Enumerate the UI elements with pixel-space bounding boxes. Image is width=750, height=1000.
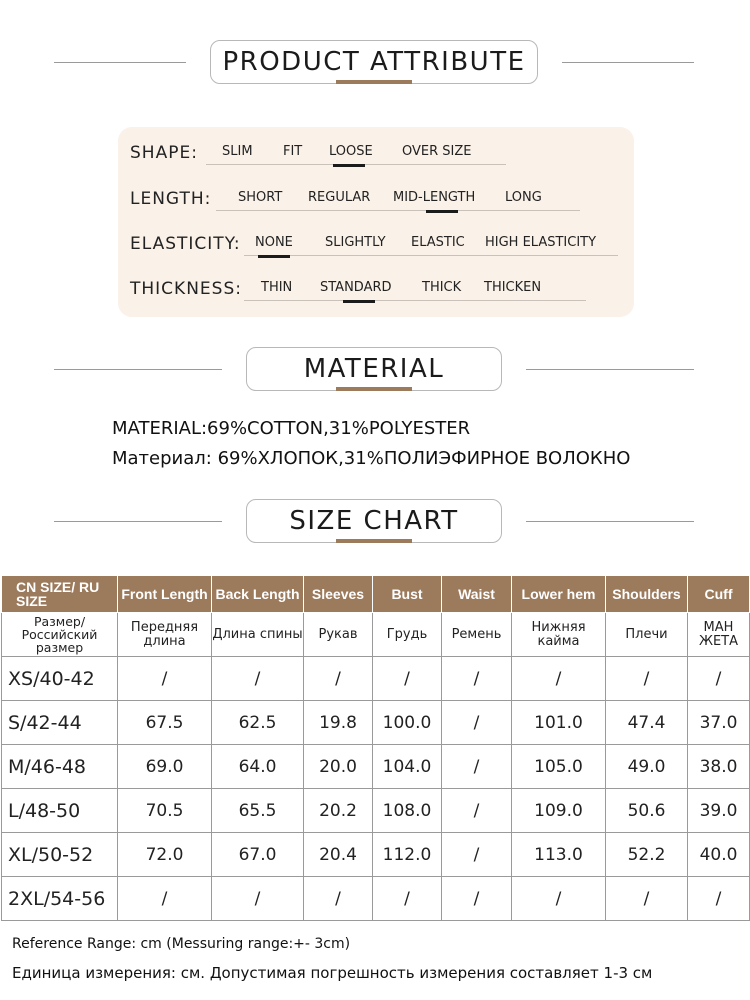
table-cell: / [118, 657, 212, 701]
table-row [2, 789, 750, 833]
attribute-option: THIN [261, 280, 293, 295]
heading-accent-bar [336, 80, 412, 84]
size-cell: M/46-48 [2, 745, 118, 789]
table-cell: 20.4 [304, 833, 373, 877]
table-cell: 112.0 [373, 833, 442, 877]
attribute-option: ELASTIC [411, 235, 465, 250]
attribute-option: THICK [422, 280, 462, 295]
attribute-underline [244, 300, 586, 301]
table-row [2, 745, 750, 789]
heading-rule-left [54, 369, 222, 370]
table-cell: / [512, 657, 606, 701]
header-cell: CN SIZE/ RU SIZE [2, 576, 118, 613]
header-cell: Bust [373, 576, 442, 613]
table-cell: / [212, 657, 304, 701]
table-cell: / [606, 657, 688, 701]
table-cell: / [212, 877, 304, 921]
table-cell: 20.2 [304, 789, 373, 833]
table-cell: / [688, 657, 750, 701]
table-cell: / [688, 877, 750, 921]
table-cell: 67.5 [118, 701, 212, 745]
size-cell: L/48-50 [2, 789, 118, 833]
header-cell: Shoulders [606, 576, 688, 613]
material-text-en: MATERIAL:69%COTTON,31%POLYESTER [112, 418, 471, 439]
heading-accent-bar [336, 539, 412, 543]
attribute-label: THICKNESS: [130, 279, 242, 299]
table-cell: 101.0 [512, 701, 606, 745]
size-cell: XS/40-42 [2, 657, 118, 701]
attribute-option-selected: NONE [255, 235, 293, 250]
header-cell: Waist [442, 576, 512, 613]
section-heading-size-chart [0, 499, 750, 559]
header-cell: Передняя длина [118, 613, 212, 657]
header-cell: Длина спины [212, 613, 304, 657]
heading-rule-right [526, 521, 694, 522]
table-cell: / [442, 877, 512, 921]
heading-title: MATERIAL [303, 354, 445, 384]
table-cell: / [442, 833, 512, 877]
table-header-ru [2, 613, 750, 657]
heading-accent-bar [336, 387, 412, 391]
table-cell: 62.5 [212, 701, 304, 745]
table-cell: 38.0 [688, 745, 750, 789]
measurement-note-ru: Единица измерения: см. Допустимая погрешность измерения составляет 1-3 см [12, 964, 653, 982]
section-heading-material [0, 347, 750, 407]
table-row [2, 833, 750, 877]
attribute-option: OVER SIZE [402, 144, 472, 159]
heading-pill [246, 347, 502, 391]
header-cell: Back Length [212, 576, 304, 613]
table-cell: / [304, 877, 373, 921]
heading-pill [246, 499, 502, 543]
heading-rule-right [526, 369, 694, 370]
table-cell: 72.0 [118, 833, 212, 877]
table-cell: / [442, 701, 512, 745]
table-cell: / [442, 745, 512, 789]
size-cell: S/42-44 [2, 701, 118, 745]
header-cell: Lower hem [512, 576, 606, 613]
table-cell: 37.0 [688, 701, 750, 745]
selected-marker [426, 210, 458, 213]
table-cell: 104.0 [373, 745, 442, 789]
attribute-label: LENGTH: [130, 189, 212, 209]
attribute-row-length [130, 181, 610, 211]
attribute-option: THICKEN [484, 280, 542, 295]
section-heading-attribute [0, 40, 750, 100]
attribute-underline [244, 255, 618, 256]
table-cell: / [118, 877, 212, 921]
header-cell: Грудь [373, 613, 442, 657]
heading-title: SIZE CHART [289, 506, 459, 536]
attribute-option: SLIGHTLY [325, 235, 386, 250]
table-cell: / [373, 657, 442, 701]
header-cell: Ремень [442, 613, 512, 657]
attribute-card [118, 127, 634, 317]
table-cell: 69.0 [118, 745, 212, 789]
material-text-ru: Материал: 69%ХЛОПОК,31%ПОЛИЭФИРНОЕ ВОЛОКНО [112, 448, 631, 469]
attribute-option: FIT [283, 144, 303, 159]
table-cell: 100.0 [373, 701, 442, 745]
heading-pill [210, 40, 538, 84]
header-cell: Рукав [304, 613, 373, 657]
table-cell: 105.0 [512, 745, 606, 789]
table-cell: 20.0 [304, 745, 373, 789]
reference-range-note: Reference Range: cm (Messuring range:+- 3cm) [12, 936, 351, 952]
attribute-row-elasticity [130, 226, 630, 256]
table-cell: 52.2 [606, 833, 688, 877]
attribute-option: LONG [505, 190, 542, 205]
header-cell: Нижняя кайма [512, 613, 606, 657]
table-cell: 50.6 [606, 789, 688, 833]
table-cell: 19.8 [304, 701, 373, 745]
header-cell: Sleeves [304, 576, 373, 613]
heading-rule-right [562, 62, 694, 63]
size-cell: 2XL/54-56 [2, 877, 118, 921]
table-cell: 49.0 [606, 745, 688, 789]
header-cell: Front Length [118, 576, 212, 613]
selected-marker [333, 164, 365, 167]
table-cell: 64.0 [212, 745, 304, 789]
table-cell: 108.0 [373, 789, 442, 833]
table-row [2, 701, 750, 745]
attribute-label: SHAPE: [130, 143, 198, 163]
heading-rule-left [54, 62, 186, 63]
table-cell: 47.4 [606, 701, 688, 745]
table-cell: / [373, 877, 442, 921]
table-cell: 39.0 [688, 789, 750, 833]
attribute-option-selected: LOOSE [329, 144, 373, 159]
header-cell: МАН ЖЕТА [688, 613, 750, 657]
table-row [2, 657, 750, 701]
attribute-row-thickness [130, 271, 600, 301]
attribute-option-selected: STANDARD [320, 280, 392, 295]
size-chart-table [1, 575, 750, 921]
heading-title: PRODUCT ATTRIBUTE [222, 47, 526, 77]
table-cell: / [442, 657, 512, 701]
table-cell: 70.5 [118, 789, 212, 833]
table-cell: 113.0 [512, 833, 606, 877]
table-row [2, 877, 750, 921]
table-cell: 67.0 [212, 833, 304, 877]
attribute-option: REGULAR [308, 190, 371, 205]
attribute-option: HIGH ELASTICITY [485, 235, 597, 250]
size-cell: XL/50-52 [2, 833, 118, 877]
attribute-option: SLIM [222, 144, 253, 159]
heading-rule-left [54, 521, 222, 522]
table-cell: / [512, 877, 606, 921]
attribute-option-selected: MID-LENGTH [393, 190, 476, 205]
attribute-option: SHORT [238, 190, 283, 205]
attribute-label: ELASTICITY: [130, 234, 241, 254]
selected-marker [343, 300, 375, 303]
table-cell: / [442, 789, 512, 833]
selected-marker [258, 255, 290, 258]
table-cell: 109.0 [512, 789, 606, 833]
header-cell: Плечи [606, 613, 688, 657]
header-cell: Размер/ Российский размер [2, 613, 118, 657]
table-header-en [2, 576, 750, 613]
table-cell: 65.5 [212, 789, 304, 833]
table-cell: / [304, 657, 373, 701]
table-cell: 40.0 [688, 833, 750, 877]
attribute-row-shape [130, 135, 530, 165]
table-cell: / [606, 877, 688, 921]
header-cell: Cuff [688, 576, 750, 613]
attribute-underline [216, 210, 580, 211]
